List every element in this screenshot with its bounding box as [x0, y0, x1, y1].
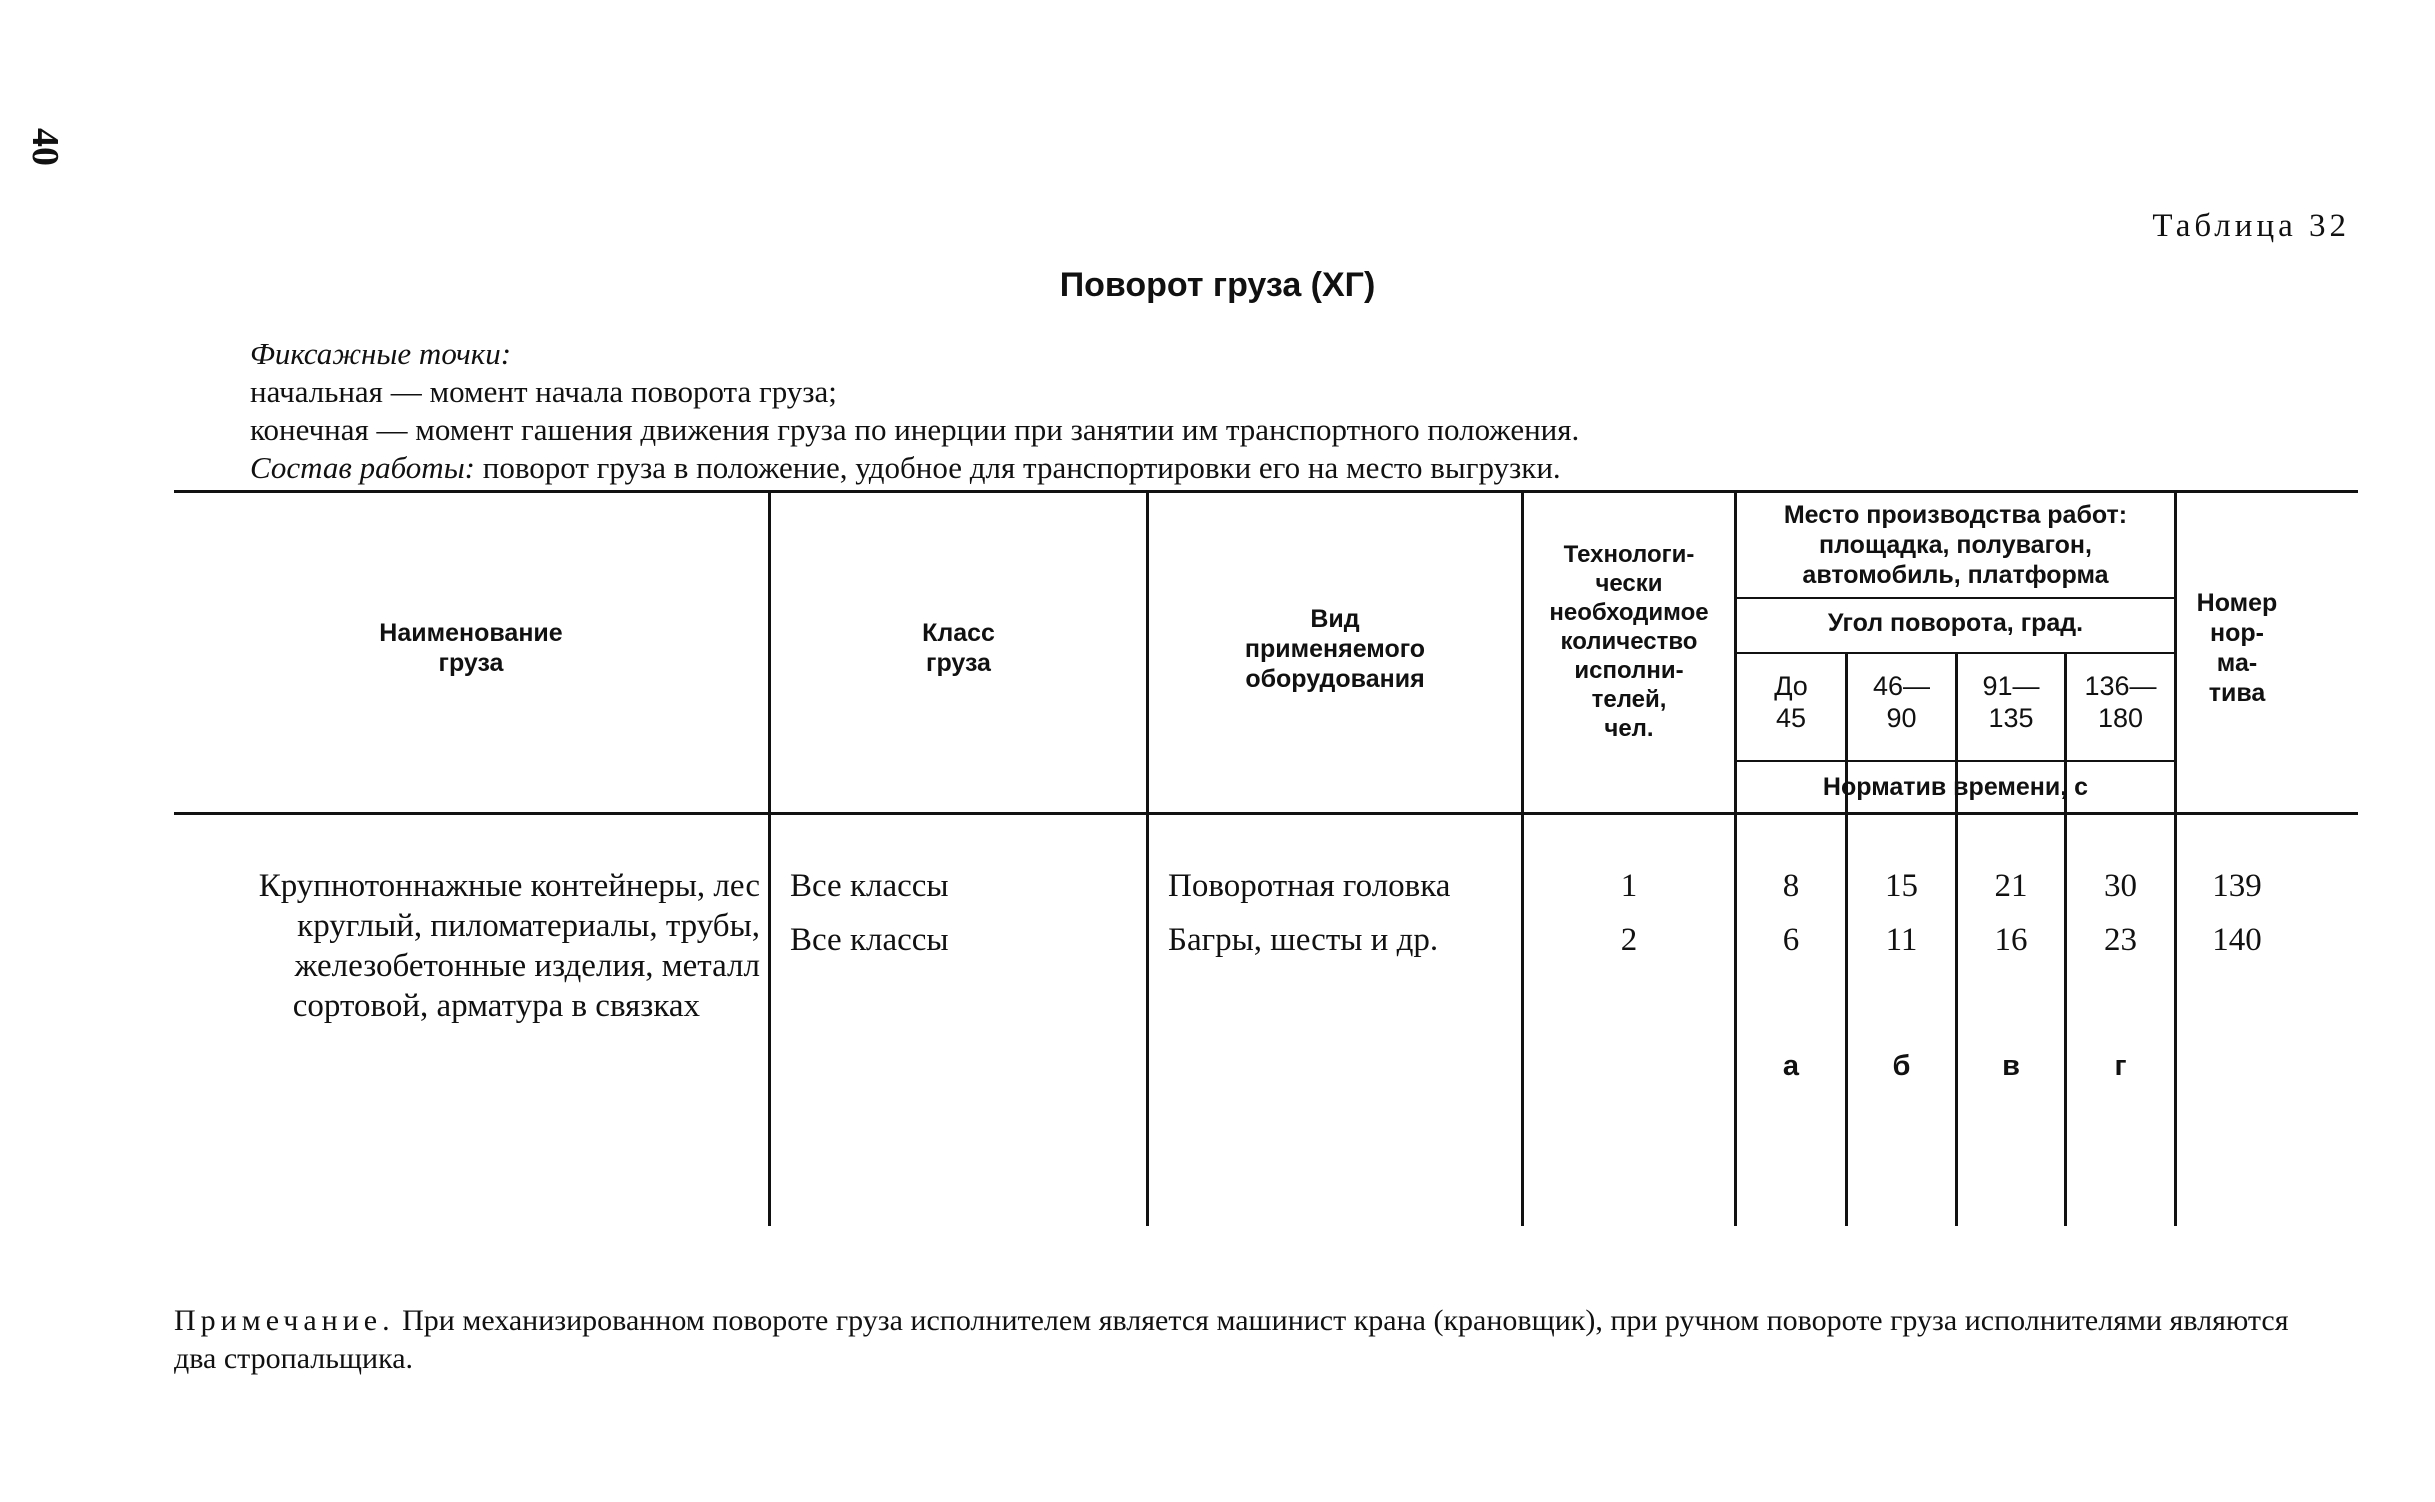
intro-block: [250, 335, 1579, 487]
equipment-cell: Поворотная головка: [1168, 868, 1451, 904]
column-letter: б: [1892, 1050, 1911, 1082]
header-performers: Технологи- чески необходимое количество исполни- телей, чел.: [1549, 541, 1709, 742]
value-cell: 16: [1994, 922, 2028, 958]
class-cell: Все классы: [790, 868, 949, 904]
col-divider-1: [768, 490, 771, 1226]
note-text: При механизированном повороте груза исполнителем является машинист крана (крановщик), при ручном повороте груза исполнителями являются два стропальщика.: [174, 1304, 2289, 1375]
header-bottom-rule: [174, 812, 2358, 815]
table-top-rule: [174, 490, 2358, 493]
page-title: Поворот груза (ХГ): [1059, 266, 1376, 304]
value-cell: 11: [1885, 922, 1918, 958]
col-divider-2: [1146, 490, 1149, 1226]
value-cell: 6: [1782, 922, 1800, 958]
header-equipment: Вид применяемого оборудования: [1244, 605, 1426, 693]
header-cargo-class: Класс груза: [922, 619, 995, 677]
value-cell: 8: [1782, 868, 1800, 904]
footnote: [174, 1302, 2324, 1378]
header-cargo-name: Наименование груза: [379, 619, 563, 677]
value-cell: 23: [2104, 922, 2137, 958]
ranges-rule: [1734, 760, 2177, 762]
equipment-cell: Багры, шесты и др.: [1168, 922, 1439, 958]
end-point-line: конечная — момент гашения движения груза по инерции при занятии им транспортного положения.: [250, 412, 1580, 447]
performers-cell: 2: [1620, 922, 1638, 958]
class-cell: Все классы: [790, 922, 949, 958]
work-text: поворот груза в положение, удобное для транспортировки его на место выгрузки.: [475, 450, 1561, 485]
work-composition-line: [250, 449, 1579, 487]
start-point-line: начальная — момент начала поворота груза;: [250, 374, 837, 409]
value-cell: 30: [2104, 868, 2137, 904]
header-range-4: 136— 180: [2084, 671, 2157, 733]
workplace-rule: [1734, 597, 2177, 599]
table-label: Таблица 32: [2152, 208, 2350, 244]
header-range-1: До 45: [1774, 671, 1808, 733]
note-label: Примечание.: [174, 1304, 395, 1337]
norm-number-cell: 139: [2212, 868, 2262, 904]
work-label: Состав работы:: [250, 450, 476, 485]
header-norm-number: Номер нор- ма- тива: [2196, 589, 2278, 707]
header-angle: Угол поворота, град.: [1827, 609, 2084, 637]
page-number: 40: [24, 128, 66, 166]
norm-number-cell: 140: [2212, 922, 2262, 958]
header-workplace: Место производства работ: площадка, полувагон, автомобиль, платформа: [1783, 501, 2128, 589]
column-letter: г: [2114, 1050, 2127, 1082]
header-range-2: 46— 90: [1872, 671, 1931, 733]
column-letter: а: [1782, 1050, 1800, 1082]
angle-rule: [1734, 652, 2177, 654]
column-letter: в: [2002, 1050, 2020, 1082]
performers-cell: 1: [1620, 868, 1638, 904]
value-cell: 21: [1994, 868, 2028, 904]
header-range-3: 91— 135: [1982, 671, 2040, 733]
header-time-norm: Норматив времени, с: [1822, 773, 2089, 801]
fix-points-label: Фиксажные точки:: [250, 336, 512, 371]
value-cell: 15: [1885, 868, 1918, 904]
col-divider-4: [1734, 490, 1737, 1226]
cargo-name-cell: Крупнотоннажные контейнеры, лес круглый, пиломатериалы, трубы, железобетонные изделия, металл сортовой, арматура в связках: [258, 868, 760, 1024]
